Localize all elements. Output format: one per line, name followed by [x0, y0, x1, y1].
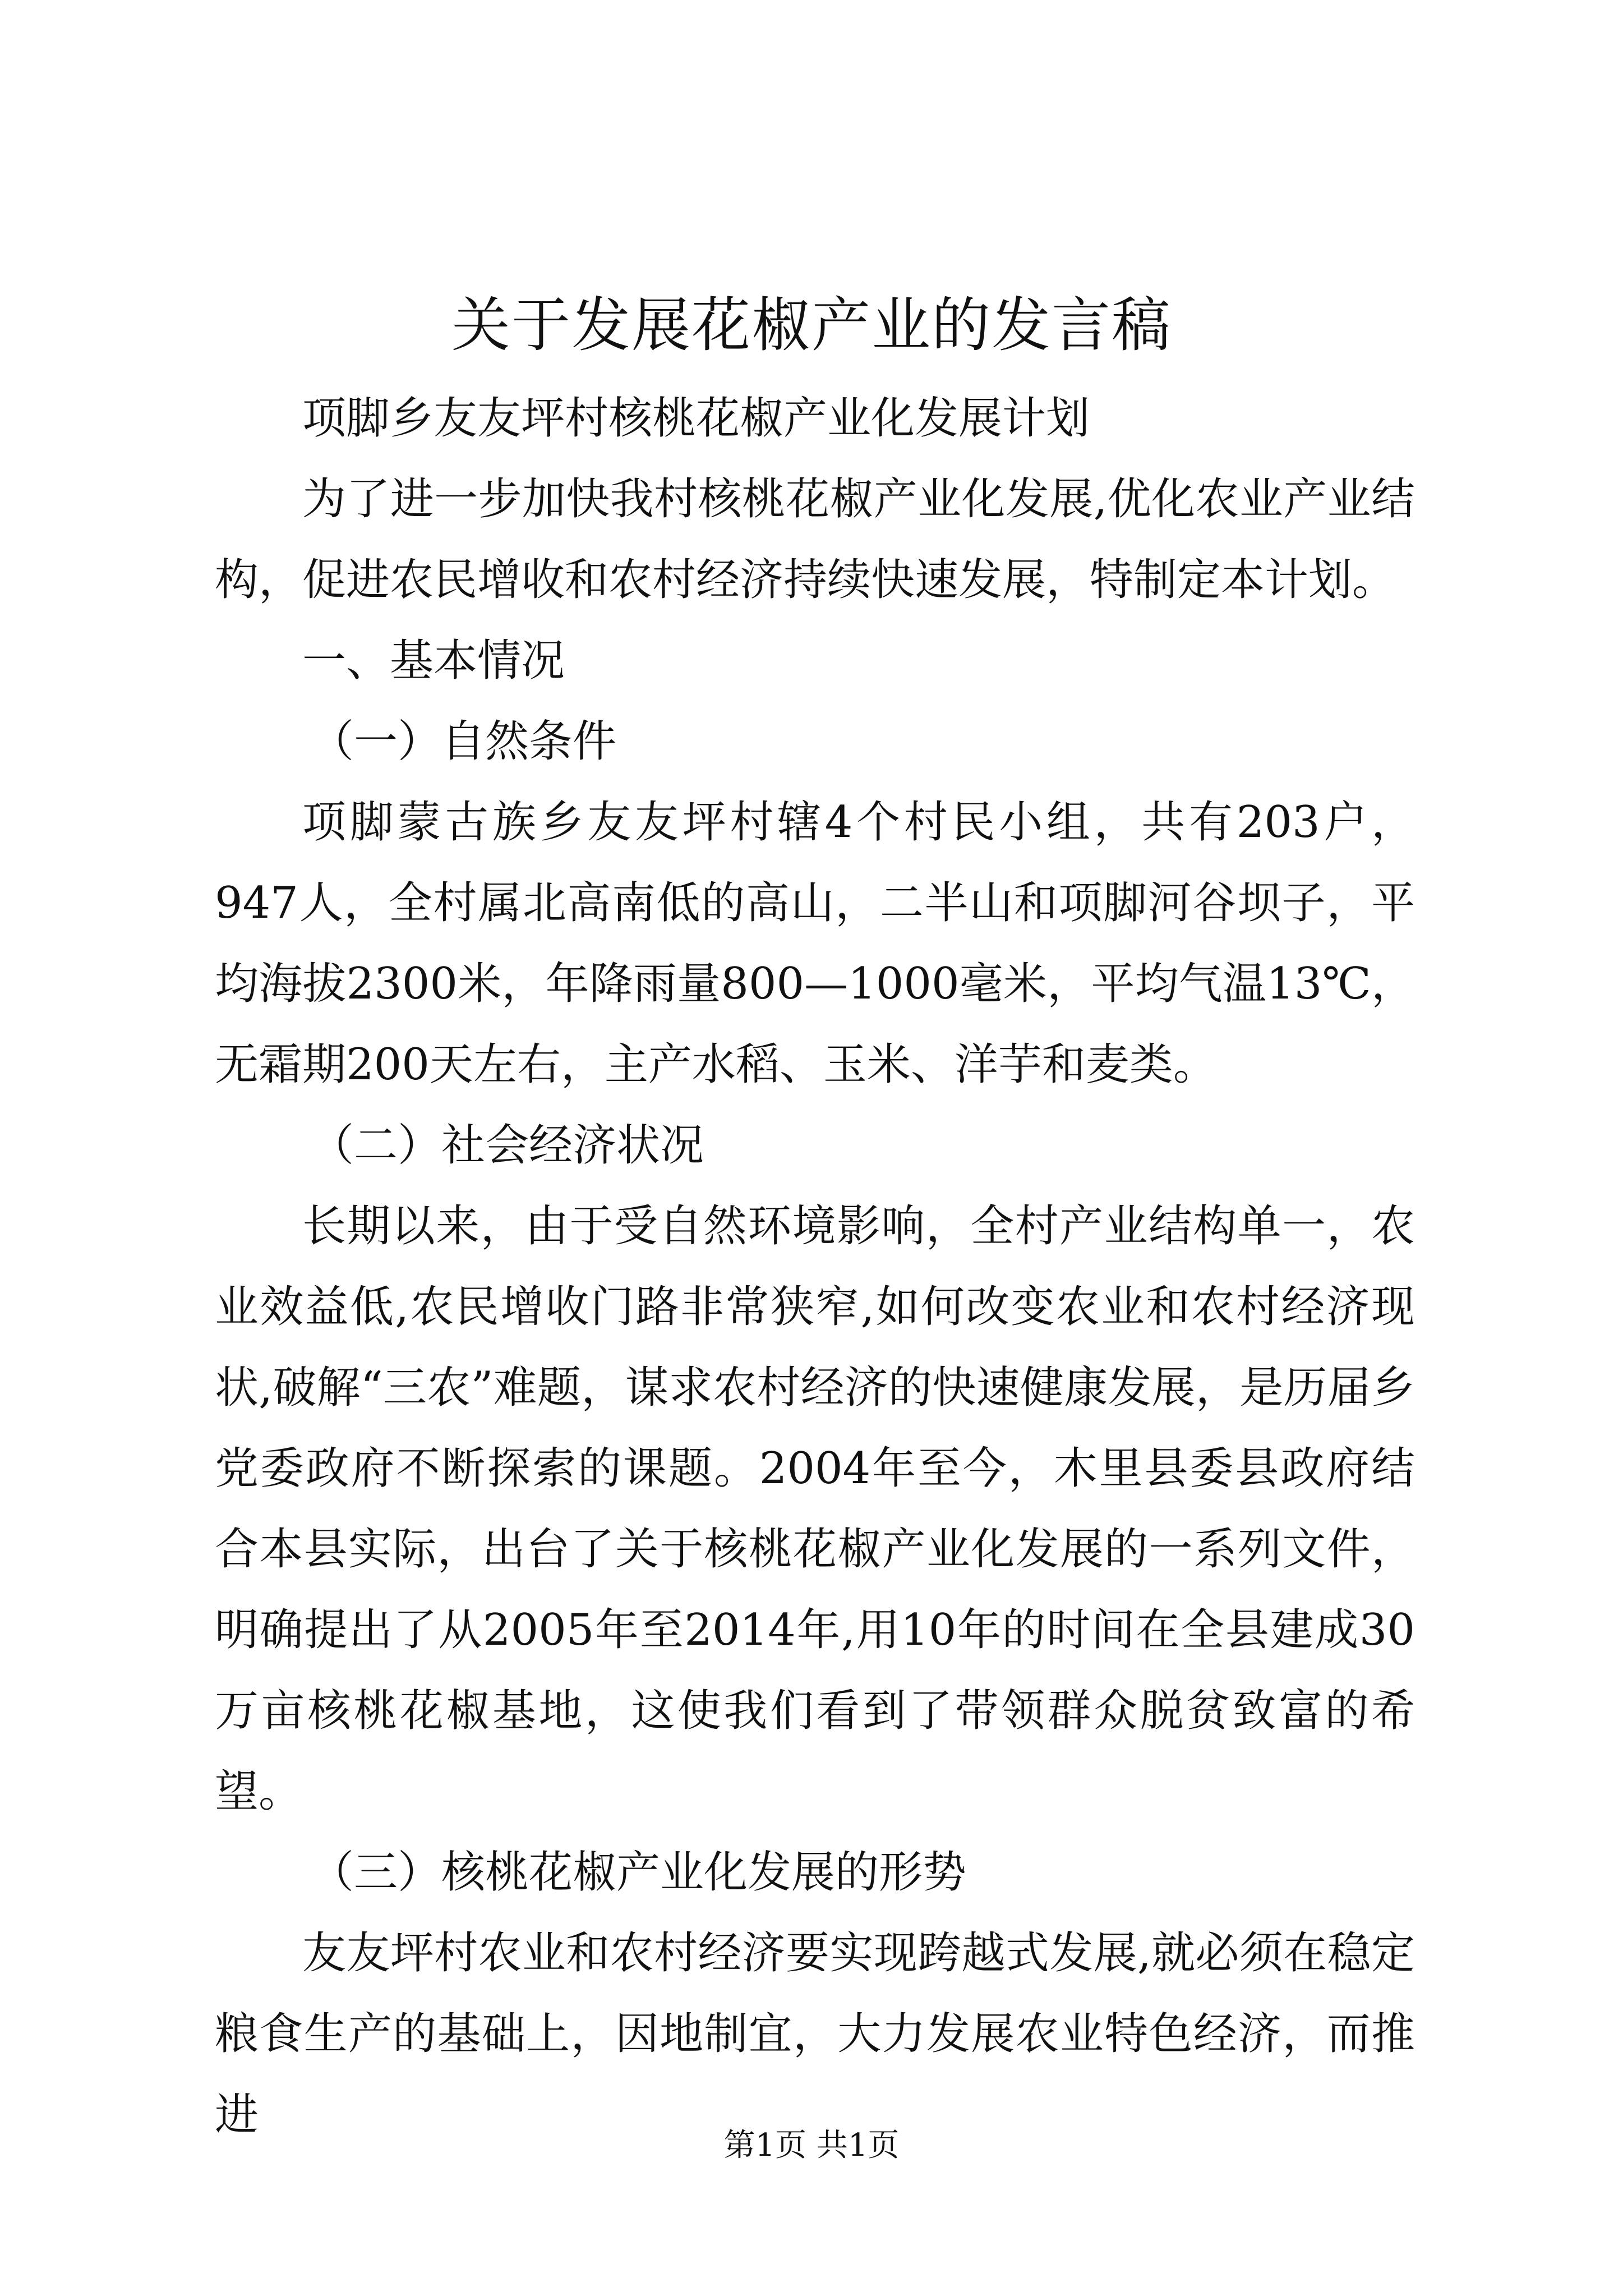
paragraph-natural-conditions: 项脚蒙古族乡友友坪村辖4个村民小组，共有203户，947人，全村属北高南低的高山，二半山和项脚河谷坝子，平均海拔2300米，年降雨量800—1000毫米，平均气温13℃，无霜期200天左右，主产水稻、玉米、洋芋和麦类。 — [215, 797, 1415, 1090]
paragraph-socioeconomic-status: 长期以来，由于受自然环境影响，全村产业结构单一，农业效益低,农民增收门路非常狭窄,如何改变农业和农村经济现状,破解“三农”难题，谋求农村经济的快速健康发展，是历届乡党委政府不断探索的课题。2004年至今，木里县委县政府结合本县实际，出台了关于核桃花椒产业化发展的一系列文件，明确提出了从2005年至2014年,用10年的时间在全县建成30万亩核桃花椒基地，这使我们看到了带领群众脱贫致富的希望。 — [215, 1201, 1415, 1817]
heading-socioeconomic-status: （二）社会经济状况 — [310, 1120, 704, 1171]
paragraph-intro: 为了进一步加快我村核桃花椒产业化发展,优化农业产业结构，促进农民增收和农村经济持续快速发展，特制定本计划。 — [215, 474, 1415, 605]
page-number: 第1页 共1页 — [723, 2127, 900, 2164]
heading-basic-situation: 一、基本情况 — [302, 636, 565, 686]
paragraph-plan-title: 项脚乡友友坪村核桃花椒产业化发展计划 — [302, 393, 1090, 444]
document-body — [215, 378, 1415, 2155]
document-title: 关于发展花椒产业的发言稿 — [451, 291, 1172, 360]
heading-development-trend: （三）核桃花椒产业化发展的形势 — [310, 1847, 967, 1898]
paragraph-development-trend: 友友坪村农业和农村经济要实现跨越式发展,就必须在稳定粮食生产的基础上，因地制宜，大力发展农业特色经济，而推进 — [215, 1928, 1415, 2140]
page-footer — [0, 2126, 1623, 2165]
heading-natural-conditions: （一）自然条件 — [310, 716, 617, 767]
